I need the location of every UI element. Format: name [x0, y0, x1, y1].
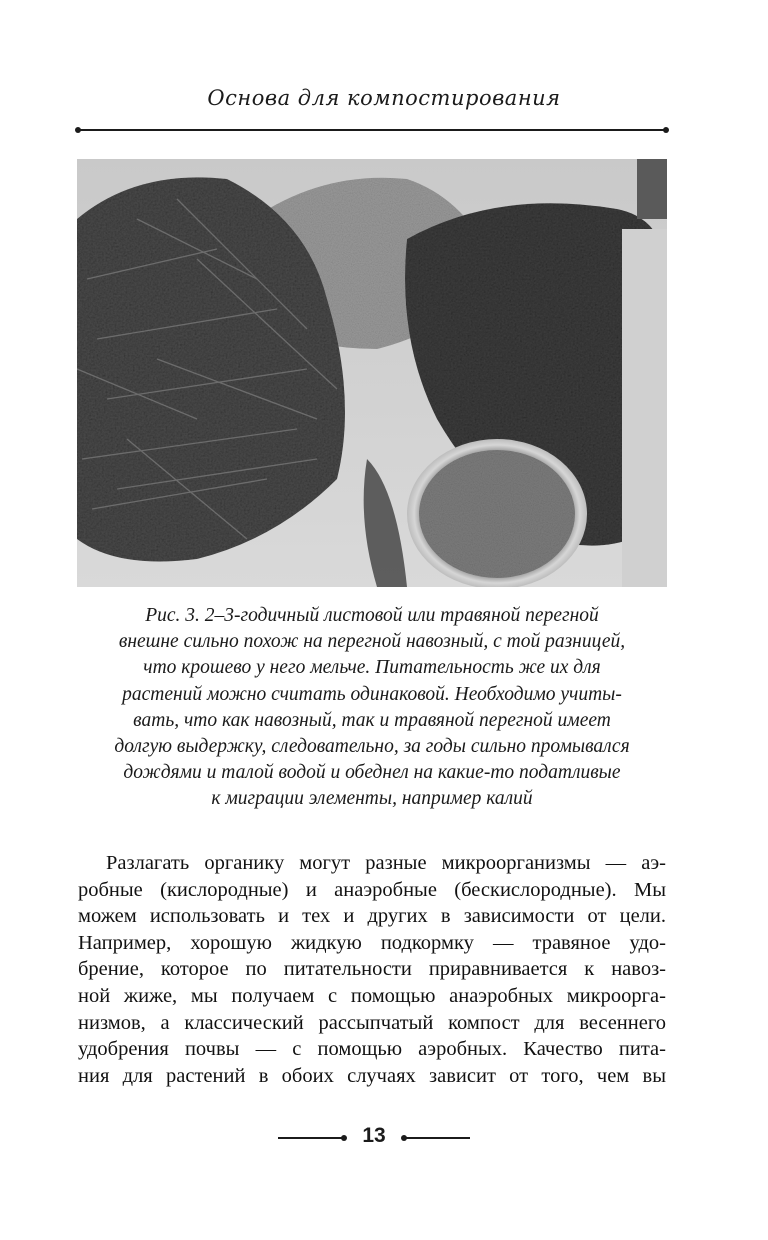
figure-caption: [78, 603, 666, 813]
body-paragraph: [78, 850, 666, 1089]
body-line: можем использовать и тех и других в зависимости от цели.: [78, 905, 666, 928]
body-line: брение, которое по питательности приравнивается к навоз-: [78, 958, 666, 981]
running-header-title: Основа для компостирования: [207, 86, 561, 110]
body-line: низмов, а классический рассыпчатый компост для весеннего: [78, 1011, 666, 1034]
caption-line: растений можно считать одинаковой. Необходимо учиты-: [122, 683, 622, 705]
wooden-board: [622, 229, 667, 587]
caption-line: долгую выдержку, следовательно, за годы сильно промывался: [114, 736, 630, 758]
footer-rule-left: [278, 1137, 344, 1139]
caption-line: внешне сильно похож на перегной навозный, с той разницей,: [118, 631, 626, 653]
footer-rule-right: [404, 1137, 470, 1139]
crate-corner: [637, 159, 667, 219]
body-line: робные (кислородные) и анаэробные (бескислородные). Мы: [78, 878, 666, 901]
caption-line: Рис. 3. 2–3-годичный листовой или травяной перегной: [145, 605, 599, 626]
header-divider: [78, 129, 666, 131]
body-line: Разлагать органику могут разные микроорганизмы — аэ-: [106, 852, 666, 874]
bucket-compost: [419, 450, 575, 578]
compost-piles-illustration: [77, 159, 667, 587]
body-line: Например, хорошую жидкую подкормку — травяное удо-: [78, 931, 666, 954]
page-number: 13: [362, 1124, 386, 1147]
caption-line: вать, что как навозный, так и травяной перегной имеет: [133, 709, 611, 731]
caption-line: что крошево у него мельче. Питательность же их для: [143, 657, 601, 679]
body-line: ной жиже, мы получаем с помощью анаэробных микроорга-: [78, 984, 666, 1007]
compost-photo: [77, 159, 667, 587]
body-line: ния для растений в обоих случаях зависит от того, чем вы: [78, 1064, 666, 1087]
caption-line: к миграции элементы, например калий: [211, 788, 533, 810]
caption-line: дождями и талой водой и обеднел на какие-то податливые: [123, 762, 621, 784]
body-line: удобрения почвы — с помощью аэробных. Качество пита-: [78, 1038, 666, 1061]
page-footer: [0, 1124, 768, 1152]
